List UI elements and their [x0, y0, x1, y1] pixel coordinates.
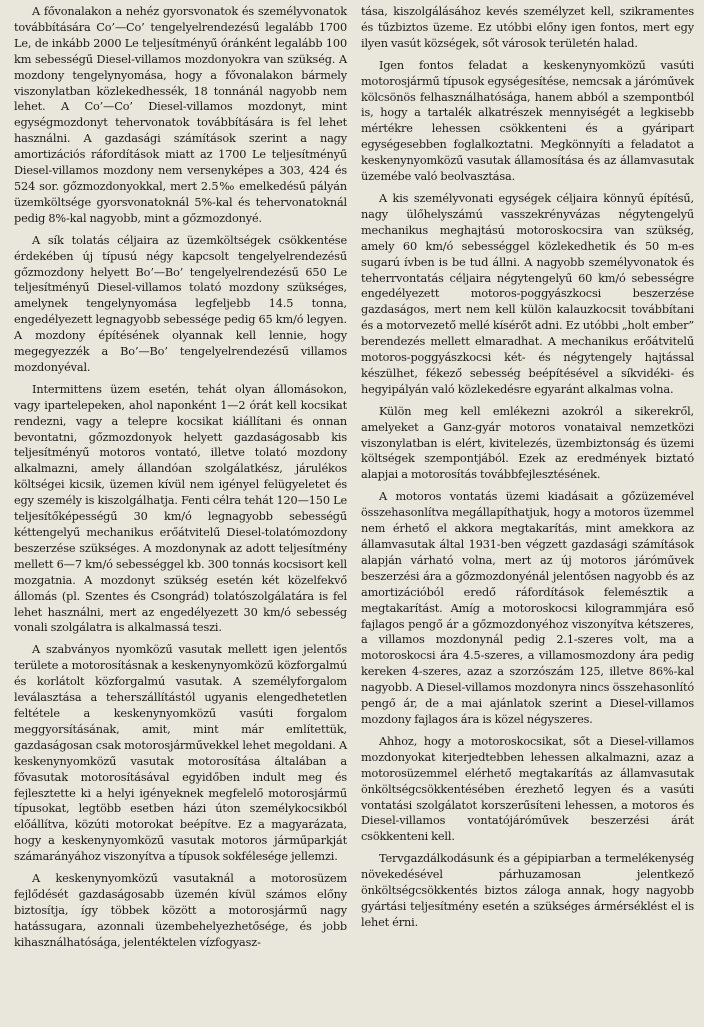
paragraph: A sík tolatás céljaira az üzemköltségek csökkentése érdekében új típusú négy kapcsolt tengelyelrendezésű gőzmozdony helyett Bo’—Bo’ tengelyelrendezésű 650 Le teljesítményű Diesel-villamos tolató mozdony szükséges, amelynek tengelynyomása legfeljebb 14.5 tonna, engedélyezett legnagyobb sebessége pedig 65 km/ó legyen. A mozdony építésének olyannak kell lennie, hogy megegyezzék a Bo’—Bo’ tengelyelrendezésű villamos mozdonyéval. — [14, 233, 347, 374]
paragraph: A motoros vontatás üzemi kiadásait a gőzüzemével összehasonlítva megállapíthatjuk, hogy a motoros üzemmel nem érhető el akkora megtakarítás, mint amekkora az államvasutak által 1931-ben végzett gazdasági számítások alapján várható volna, mert az új motoros járóművek beszerzési ára a gőzmozdonyénál jelentősen nagyobb és az amortizációból eredő ráfordítások felemésztik a megtakarítást. Amíg a motoroskocsi kilogrammjára eső fajlagos pengő ár a gőzmozdonyéhoz viszonyítva kétszeres, a villamos mozdonynál pedig 2.1-szeres volt, ma a motoroskocsi ára 4.5-szeres, a villamosmozdony ára pedig kereken 4-szeres, azaz a szorzószám 125, illetve 86%-kal nagyobb. A Diesel-villamos mozdonyra nincs összehasonlító pengő ár, de a mai ajánlatok szerint a Diesel-villamos mozdony fajlagos ára is közel négyszeres. — [361, 490, 694, 726]
paragraph: Intermittens üzem esetén, tehát olyan állomásokon, vagy ipartelepeken, ahol naponként 1—2 órát kell kocsikat rendezni, vagy a telepre kocsikat kiállítani és onnan bevontatni, gőzmozdonyok helyett gazdaságosabb kis teljesítményű motoros vontató, illetve tolató mozdony alkalmazni, amely állandóan szolgálatkész, járulékos költségei kicsik, üzemen kívül nem igényel felügyeletet és egy személy is kiszolgálhatja. Fenti célra tehát 120—150 Le teljesítőképességű 30 km/ó legnagyobb sebességű kéttengelyű mechanikus erőátvitelű Diesel-tolatómozdony beszerzése szükséges. A mozdonynak az adott teljesítmény mellett 6—7 km/ó sebességgel kb. 300 tonnás kocsisort kell mozgatnia. A mozdonyt szükség esetén két közelfekvő állomás (pl. Szentes és Csongrád) tolatószolgálatára is fel lehet használni, mert az engedélyezett 30 km/ó sebesség vonali szolgálatra is alkalmassá teszi. — [14, 382, 347, 635]
paragraph: A fővonalakon a nehéz gyorsvonatok és személyvonatok továbbítására Co’—Co’ tengelyelrendezésű legalább 1700 Le, de inkább 2000 Le teljesítményű óránként legalább 100 km sebességű Diesel-villamos mozdonyokra van szükség. A mozdony tengelynyomása, hogy a fővonalakon bármely viszonylatban közlekedhessék, 18 tonnánál nagyobb nem lehet. A Co’—Co’ Diesel-villamos mozdonyt, mint egységmozdonyt tehervonatok továbbítására is fel lehet használni. A gazdasági számítások szerint a nagy amortizációs ráfordítások miatt az 1700 Le teljesítményű Diesel-villamos mozdony nem versenyképes a 303, 424 és 524 sor. gőzmozdonyokkal, mert 2.5‰ emelkedésű pályán üzemköltsége gyorsvonatoknál 5%-kal és tehervonatoknál pedig 8%-kal nagyobb, mint a gőzmozdonyé. — [14, 5, 347, 225]
left-text-column — [14, 4, 347, 1027]
paragraph: Külön meg kell emlékezni azokról a sikerekről, amelyeket a Ganz-gyár motoros vonataival nemzetközi viszonylatban is elért, kivitelezés, üzembiztonság és üzemi költségek szempontjából. Ezek az eredmények biztató alapjai a motorosítás továbbfejlesztésének. — [361, 404, 694, 482]
right-text-column — [361, 4, 694, 1027]
paragraph: A kis személyvonati egységek céljaira könnyű építésű, nagy ülőhelyszámú vasszekrényvázas négytengelyű mechanikus meghajtású motoroskocsira van szükség, amely 60 km/ó sebességgel közlekedhetik és 50 m-es sugarú ívben is be tud állni. A nagyobb személyvonatok és teherrvontatás céljaira négytengelyű 60 km/ó sebességre engedélyezett motoros-poggyászkocsi beszerzése gazdaságos, mert nem kell külön kalauzkocsit továbbítani és a motorvezető mellé kísérőt adni. Ez utóbbi „holt ember” berendezés mellett elmaradhat. A mechanikus erőátvitelű motoros-poggyászkocsi két- és négytengely hajtással készülhet, fékező sebesség beépítésével a síkvidéki- és hegyipályán való közlekedésre egyaránt alkalmas volna. — [361, 191, 694, 396]
paragraph: A szabványos nyomközű vasutak mellett igen jelentős területe a motorosításnak a keskenynyomközű közforgalmú és korlátolt közforgalmú vasutak. A személyforgalom leválasztása a teherszállítástól ugyanis elengedhetetlen feltétele a keskenynyomközű vasúti forgalom meggyorsításának, amit, mint már említettük, gazdaságosan csak motorosjárművekkel lehet megoldani. A keskenynyomközű vasutak motorosítása általában a fővasutak motorosításával egyidőben indult meg és fejlesztette ki a helyi igényeknek megfelelő motorosjármű típusokat, legtöbb esetben házi úton személykocsikból előállítva, közúti motorokat beépítve. Ez a magyarázata, hogy a keskenynyomközű vasutak motoros járműparkját számarányához viszonyítva a típusok sokfélesége jellemzi. — [14, 643, 347, 864]
paragraph: Igen fontos feladat a keskenynyomközű vasúti motorosjármű típusok egységesítése, nemcsak a járóművek kölcsönös felhasználhatósága, hanem abból a szempontból is, hogy a tartalék alkatrészek mennyiségét a legkisebb mértékre lehessen csökkenteni és a gyáripart egységesebben foglalkoztatni. Megkönnyíti a feladatot a keskenynyomközű vasutak államosítása és az államvasutak üzemébe való beolvasztása. — [361, 58, 694, 184]
paragraph: A keskenynyomközű vasutaknál a motorosüzem fejlődését gazdaságosabb üzemén kívül számos előny biztosítja, így többek között a motorosjármű nagy hatássugara, azonnali üzembehelyezhetősége, és jobb kihasználhatósága, jelentéktelen vízfogyasz- — [14, 872, 347, 949]
paragraph-continuation: tása, kiszolgálásához kevés személyzet kell, szikramentes és tűzbiztos üzeme. Ez utóbbi előny igen fontos, mert egy ilyen vasút községek, sőt városok területén halad. — [361, 5, 694, 50]
paragraph: Ahhoz, hogy a motoroskocsikat, sőt a Diesel-villamos mozdonyokat kiterjedtebben lehessen alkalmazni, azaz a motorosüzemmel elérhető megtakarítás az államvasutak önköltségcsökkentésében érezhető legyen és a vasúti vontatási szolgálatot korszerűsíteni lehessen, a motoros és Diesel-villamos vontatójáróművek beszerzési árát csökkenteni kell. — [361, 734, 694, 844]
paragraph: Tervgazdálkodásunk és a gépipiarban a termelékenység növekedésével párhuzamosan jelentkező önköltségcsökkentés biztos záloga annak, hogy nagyobb gyártási teljesítmény esetén a szükséges ármérséklést el is lehet érni. — [361, 852, 694, 929]
